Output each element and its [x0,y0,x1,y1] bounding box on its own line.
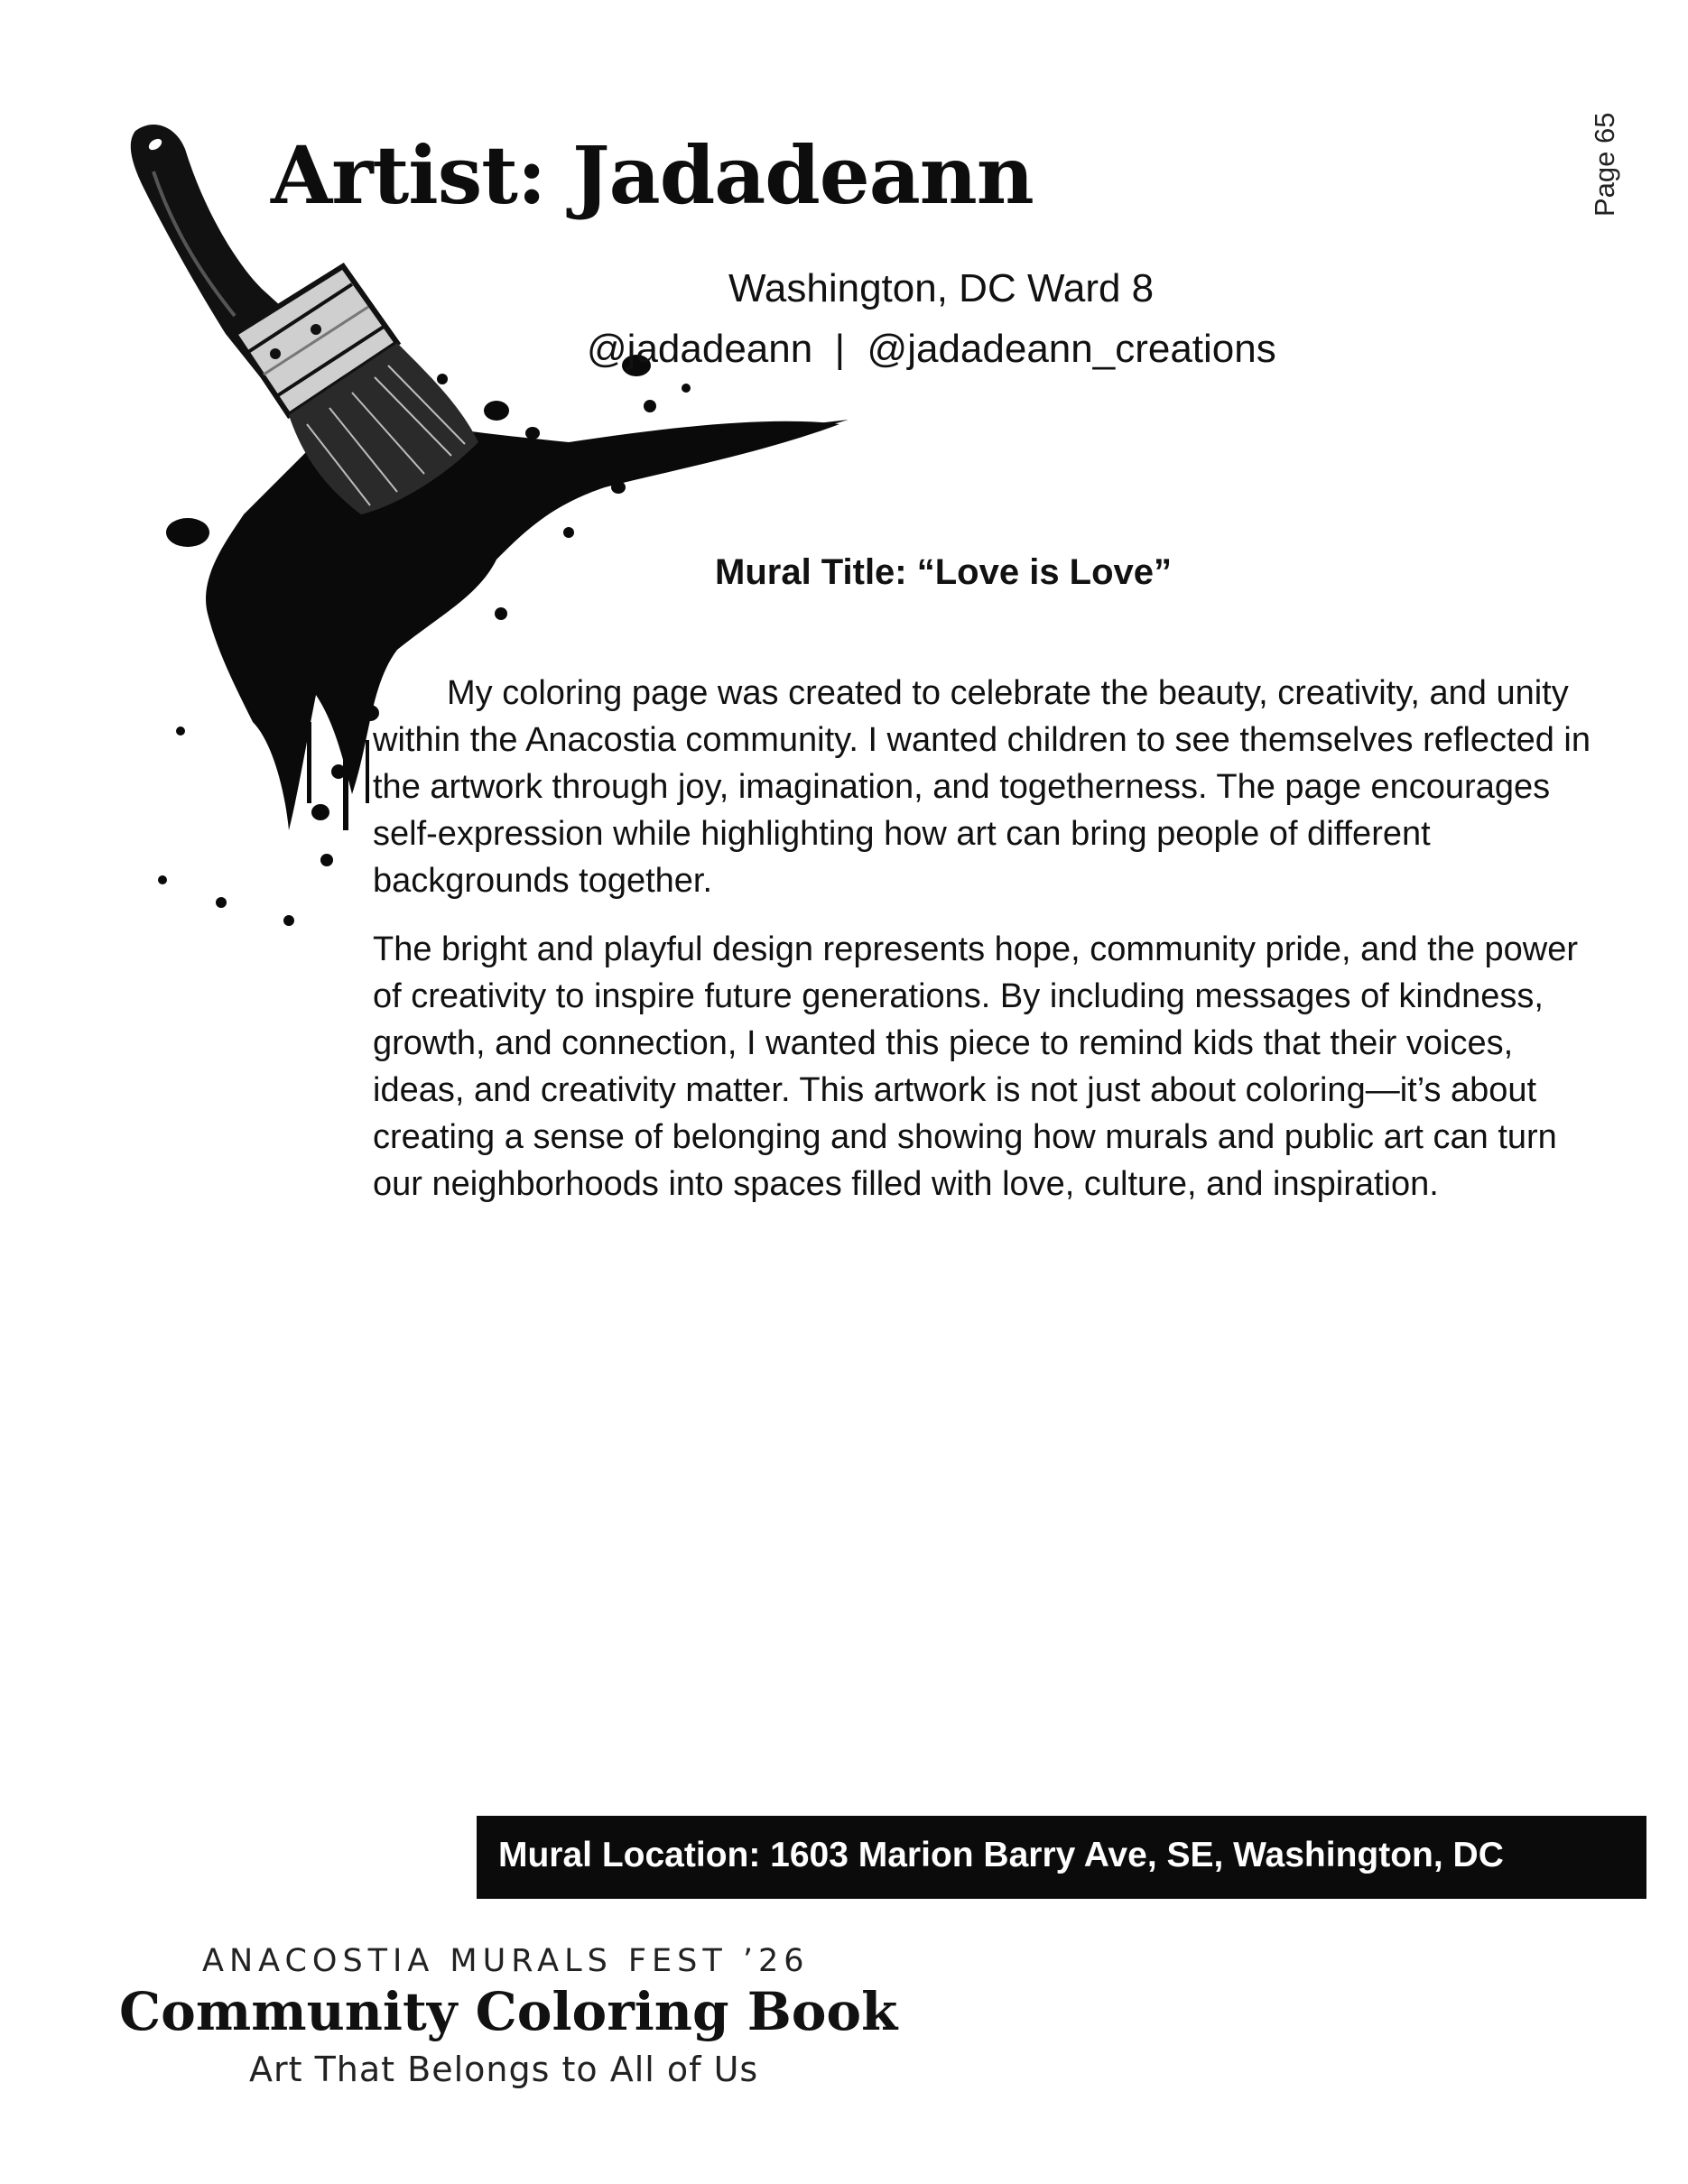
footer-tagline: Art That Belongs to All of Us [249,2050,759,2089]
page-number: Page 65 [1589,112,1620,217]
statement-paragraph-1: My coloring page was created to celebrate the beauty, creativity, and unity within the Anacostia community. I wanted children to see themselves reflected in the artwork through joy, imagination, and togetherness. The page encourages self-expression while highlighting how art can bring people of different backgrounds together. [373,674,1591,900]
artist-title: Artist: Jadadeann [271,128,1034,222]
artist-location: Washington, DC Ward 8 [728,266,1155,310]
footer-book-title: Community Coloring Book [119,1981,898,2042]
statement-paragraph-2: The bright and playful design represents hope, community pride, and the power of creativity to inspire future generations. By including messages of kindness, growth, and connection, I wanted this piece to remind kids that their voices, ideas, and creativity matter. This artwork is not just about coloring—it’s about creating a sense of belonging and showing how murals and public art can turn our neighborhoods into spaces filled with love, culture, and inspiration. [373,930,1579,1203]
mural-title: Mural Title: “Love is Love” [715,552,1173,592]
mural-location-banner: Mural Location: 1603 Marion Barry Ave, SE, Washington, DC [498,1836,1504,1874]
artist-social-handles: @jadadeann | @jadadeann_creations [587,327,1276,371]
footer-event-name: ANACOSTIA MURALS FEST ’26 [202,1943,810,1979]
artist-statement [373,670,1600,1208]
